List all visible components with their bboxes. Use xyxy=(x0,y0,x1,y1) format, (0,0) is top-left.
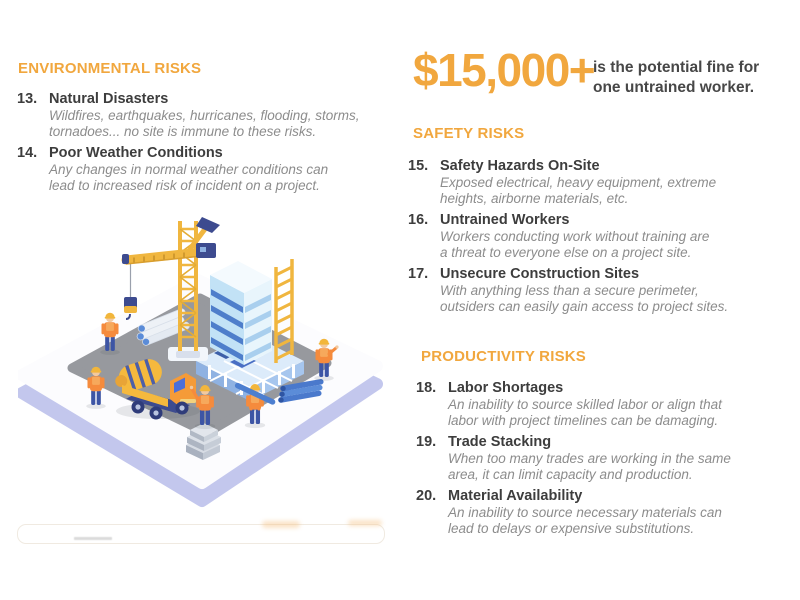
bottom-cutoff-artifact xyxy=(262,521,300,528)
bottom-cutoff-graphic xyxy=(17,524,385,544)
risk-content xyxy=(49,144,393,194)
risk-title: Untrained Workers xyxy=(440,212,570,228)
risk-item-18 xyxy=(416,379,792,429)
risk-description-line: Exposed electrical, heavy equipment, extreme xyxy=(440,175,717,190)
risk-title: Trade Stacking xyxy=(448,434,552,450)
risk-description-line: Any changes in normal weather conditions can xyxy=(49,162,329,177)
risk-item-14 xyxy=(17,144,393,194)
risk-item-17 xyxy=(408,265,792,315)
risk-number: 17. xyxy=(408,266,429,282)
section-safety-risks xyxy=(408,125,792,319)
bottom-cutoff-artifact xyxy=(74,537,112,540)
risk-item-13 xyxy=(17,90,393,140)
risk-number: 19. xyxy=(416,434,437,450)
risk-title: Poor Weather Conditions xyxy=(49,145,223,161)
risk-number: 16. xyxy=(408,212,429,228)
fine-caption-line: one untrained worker. xyxy=(593,78,755,96)
risk-description-line: tornadoes... no site is immune to these risks. xyxy=(49,124,317,139)
risk-content xyxy=(448,433,792,483)
building-under-construction xyxy=(210,261,272,365)
section-heading-safety: SAFETY RISKS xyxy=(413,125,525,142)
risk-title: Material Availability xyxy=(448,488,583,504)
risk-title: Labor Shortages xyxy=(448,380,564,396)
risk-title: Safety Hazards On-Site xyxy=(440,158,600,174)
risk-content xyxy=(440,265,792,315)
risk-item-15 xyxy=(408,157,792,207)
risk-content xyxy=(49,90,393,140)
risk-title: Natural Disasters xyxy=(49,91,169,107)
risk-content xyxy=(448,379,792,429)
risk-number: 13. xyxy=(17,91,38,107)
risk-number: 15. xyxy=(408,158,429,174)
risk-item-20 xyxy=(416,487,792,537)
risk-description-line: area, it can limit capacity and production. xyxy=(448,467,693,482)
risk-description-line: With anything less than a secure perimeter, xyxy=(440,283,699,298)
fine-caption xyxy=(593,58,783,97)
risk-number: 18. xyxy=(416,380,437,396)
right-column xyxy=(408,45,792,585)
risk-description-line: Wildfires, earthquakes, hurricanes, flooding, storms, xyxy=(49,108,360,123)
risk-content xyxy=(440,211,792,261)
section-productivity-risks xyxy=(416,348,792,541)
fine-callout xyxy=(408,45,792,115)
risk-description-line: heights, airborne materials, etc. xyxy=(440,191,629,206)
risk-description-line: lead to delays or expensive substitutions. xyxy=(448,521,695,536)
risk-item-16 xyxy=(408,211,792,261)
risk-item-19 xyxy=(416,433,792,483)
risk-description-line: An inability to source skilled labor or align that xyxy=(448,397,722,412)
risk-description-line: labor with project timelines can be damaging. xyxy=(448,413,719,428)
construction-site-illustration xyxy=(18,213,390,548)
risk-description-line: Workers conducting work without training are xyxy=(440,229,710,244)
risk-description-line: lead to increased risk of incident on a project. xyxy=(49,178,320,193)
fine-caption-line: is the potential fine for xyxy=(593,59,760,76)
bottom-cutoff-artifact xyxy=(348,520,382,526)
section-heading-productivity: PRODUCTIVITY RISKS xyxy=(421,348,587,365)
risk-content xyxy=(448,487,792,537)
risk-description-line: a threat to everyone else on a project site. xyxy=(440,245,692,260)
risk-description-line: When too many trades are working in the same xyxy=(448,451,731,466)
risk-title: Unsecure Construction Sites xyxy=(440,266,640,282)
section-environmental-risks xyxy=(17,60,393,198)
risk-content xyxy=(440,157,792,207)
site-platform xyxy=(22,280,377,501)
fine-amount: $15,000+ xyxy=(413,44,595,96)
section-heading-environmental: ENVIRONMENTAL RISKS xyxy=(18,60,202,77)
risk-description-line: An inability to source necessary materials can xyxy=(448,505,722,520)
risk-number: 20. xyxy=(416,488,437,504)
risk-number: 14. xyxy=(17,145,38,161)
risk-description-line: outsiders can easily gain access to project sites. xyxy=(440,299,729,314)
